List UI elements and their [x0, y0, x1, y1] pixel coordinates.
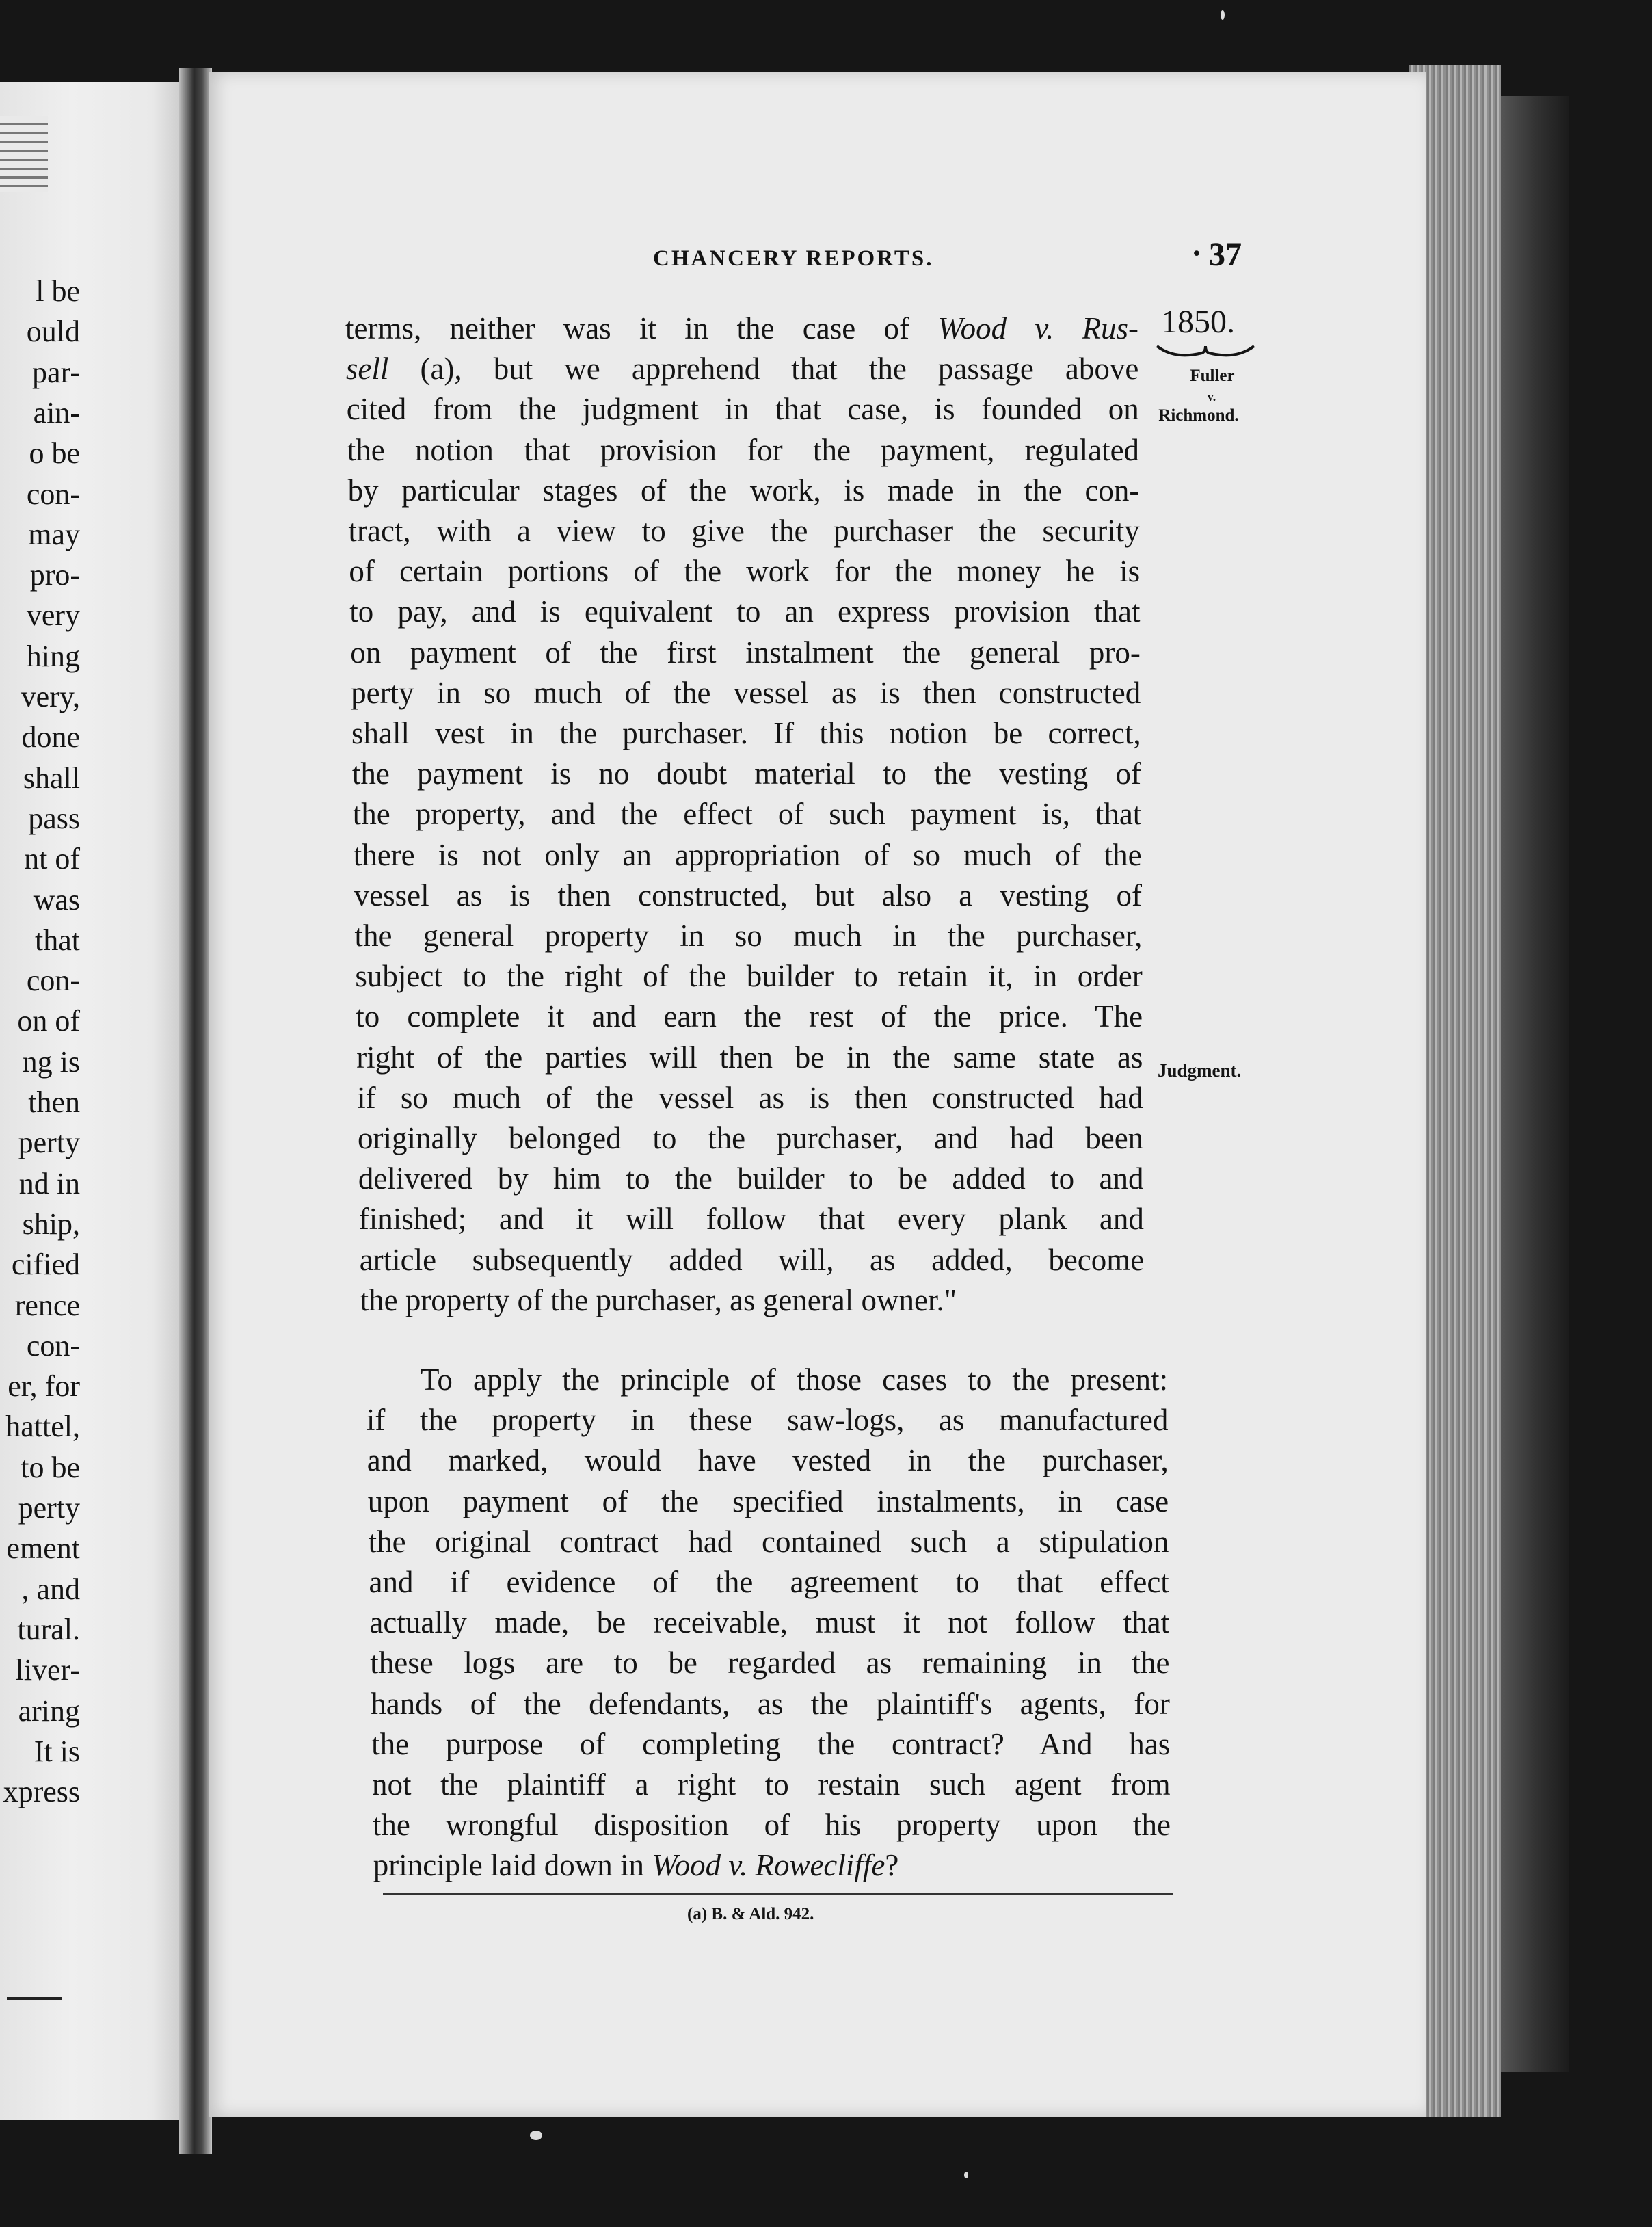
text-line — [351, 756, 1141, 791]
text-line — [351, 675, 1141, 710]
previous-page-line: er, for — [8, 1369, 80, 1404]
text-run: terms, neither was it in the case of — [345, 311, 938, 345]
text-run: actually made, be receivable, must it not follow that — [369, 1605, 1170, 1640]
text-line — [369, 1607, 1169, 1638]
text-line — [356, 1001, 1143, 1032]
previous-page-line: , and — [21, 1572, 80, 1606]
scan-speck — [530, 2131, 542, 2140]
margin-year: 1850. — [1161, 304, 1235, 340]
text-line — [358, 1123, 1143, 1154]
previous-page-rule — [7, 1997, 62, 2000]
text-run: vessel as is then constructed, but also a vesting of — [354, 878, 1143, 912]
text-run: the purpose of completing the contract? And has — [371, 1726, 1171, 1761]
previous-page-line: on of — [17, 1004, 80, 1038]
text-line — [347, 394, 1139, 425]
text-run: the general property in so much in the purchaser, — [354, 919, 1143, 953]
text-line — [354, 880, 1142, 911]
text-run: and marked, would have vested in the purchaser, — [367, 1443, 1169, 1478]
text-run: finished; and it will follow that every plank and — [358, 1202, 1144, 1237]
text-line — [421, 1362, 1168, 1397]
text-line — [358, 1163, 1144, 1194]
text-run: principle laid down in — [373, 1848, 652, 1883]
previous-page-line: l be — [36, 274, 80, 308]
text-line — [345, 313, 1138, 344]
page-edge-lines — [0, 116, 48, 192]
running-head: CHANCERY REPORTS. — [653, 246, 934, 271]
margin-brace-ornament — [1154, 342, 1257, 361]
previous-page-line: It is — [34, 1734, 80, 1768]
text-run: to complete it and earn the rest of the price. The — [356, 999, 1143, 1034]
previous-page-line: ould — [26, 315, 80, 349]
text-run: the original contract had contained such a stipulation — [368, 1524, 1169, 1559]
text-run: the property, and the effect of such payment is, that — [352, 797, 1142, 832]
text-run: ? — [885, 1848, 899, 1883]
previous-page-line: cified — [11, 1248, 80, 1282]
text-line — [350, 637, 1141, 668]
previous-page-line: hing — [26, 639, 80, 673]
text-run: to pay, and is equivalent to an express provision that — [349, 594, 1141, 629]
text-run: there is not only an appropriation of so much of the — [353, 837, 1142, 872]
text-run: To apply the principle of those cases to the present: — [421, 1362, 1168, 1397]
text-line — [371, 1686, 1170, 1721]
text-line — [349, 516, 1140, 546]
previous-page-line: ng is — [22, 1044, 80, 1079]
previous-page-line: par- — [32, 355, 80, 389]
text-run: by particular stages of the work, is made in the con- — [347, 473, 1140, 508]
text-run: article subsequently added will, as added, become — [359, 1242, 1145, 1277]
previous-page-line: shall — [23, 761, 80, 795]
text-run: subject to the right of the builder to retain it, in order — [355, 959, 1143, 994]
margin-case-party-1: Fuller — [1190, 367, 1235, 385]
text-run: if so much of the vessel as is then constructed had — [357, 1080, 1143, 1115]
margin-judgment-note: Judgment. — [1158, 1060, 1242, 1081]
footnote-rule — [383, 1893, 1173, 1895]
text-run: hands of the defendants, as the plaintiff's agents, for — [371, 1686, 1170, 1721]
text-line — [360, 1282, 957, 1317]
text-line — [371, 1726, 1171, 1761]
previous-page-line: xpress — [3, 1775, 80, 1809]
text-run: delivered by him to the builder to be added to and — [358, 1161, 1144, 1196]
text-run: (a), but we apprehend that the passage above — [388, 352, 1139, 386]
text-run: tract, with a view to give the purchaser the security — [348, 514, 1140, 548]
case-name-italic: sell — [345, 352, 389, 386]
text-line — [367, 1445, 1169, 1476]
text-line — [372, 1769, 1171, 1800]
previous-page-line: pass — [28, 801, 80, 835]
text-run: shall vest in the purchaser. If this notion be correct, — [351, 716, 1141, 750]
previous-page-line: aring — [18, 1694, 80, 1728]
text-run: these logs are to be regarded as remaining in the — [370, 1646, 1170, 1681]
text-run: the payment is no doubt material to the vesting of — [351, 756, 1141, 791]
text-line — [369, 1567, 1169, 1598]
previous-page-line: liver- — [15, 1653, 80, 1687]
previous-page-line: ement — [6, 1531, 80, 1566]
text-run: upon payment of the specified instalments, in case — [367, 1484, 1169, 1518]
previous-page-line: ship, — [22, 1207, 80, 1241]
previous-page-line: hattel, — [5, 1410, 80, 1444]
text-line — [353, 799, 1142, 830]
previous-page-line: rence — [14, 1288, 80, 1322]
text-line — [368, 1524, 1169, 1559]
text-line — [359, 1242, 1145, 1277]
book-gutter — [179, 68, 212, 2154]
text-line — [346, 354, 1138, 384]
previous-page-line: to be — [21, 1450, 80, 1484]
text-line — [367, 1405, 1168, 1436]
previous-page-line: con- — [26, 1328, 80, 1362]
text-line — [370, 1646, 1170, 1681]
previous-page-fragment — [0, 82, 179, 2120]
text-line — [351, 718, 1141, 749]
text-line — [353, 837, 1142, 872]
previous-page-line: may — [28, 517, 80, 551]
text-run: cited from the judgment in that case, is founded on — [346, 392, 1139, 427]
text-run: not the plaintiff a right to restain such agent from — [372, 1767, 1171, 1802]
scan-speck — [964, 2172, 968, 2178]
text-run: the wrongful disposition of his property upon the — [372, 1808, 1171, 1843]
footnote: (a) B. & Ald. 942. — [687, 1905, 814, 1923]
text-run: if the property in these saw-logs, as manufactured — [366, 1403, 1169, 1438]
text-run: right of the parties will then be in the same state as — [356, 1040, 1143, 1075]
previous-page-line: then — [28, 1085, 80, 1119]
previous-page-line: nd in — [18, 1166, 80, 1200]
previous-page-line: con- — [26, 477, 80, 511]
previous-page-line: that — [35, 923, 80, 957]
page-number: · 37 — [1209, 236, 1242, 274]
text-line — [349, 596, 1140, 627]
text-run: perty in so much of the vessel as is then constructed — [351, 675, 1141, 710]
previous-page-line: was — [33, 882, 80, 917]
previous-page-line: nt of — [24, 842, 80, 876]
text-line — [349, 556, 1140, 587]
previous-page-line: very, — [21, 680, 80, 713]
text-run: on payment of the first instalment the general pro- — [350, 635, 1141, 670]
previous-page-line: con- — [26, 964, 80, 998]
text-line — [368, 1486, 1169, 1517]
margin-case-party-2: Richmond. — [1158, 406, 1239, 425]
text-line — [373, 1810, 1171, 1841]
text-line — [355, 921, 1143, 951]
text-line — [355, 961, 1142, 992]
text-line — [373, 1850, 899, 1881]
text-run: the property of the purchaser, as general owner." — [360, 1282, 957, 1317]
previous-page-line: ain- — [33, 395, 80, 430]
previous-page-line: perty — [18, 1491, 80, 1525]
text-line — [359, 1204, 1144, 1235]
previous-page-line: pro- — [29, 558, 80, 592]
text-line — [348, 475, 1140, 506]
text-run: the notion that provision for the payment, regulated — [347, 432, 1140, 467]
case-name-italic: Wood v. Rowecliffe — [652, 1848, 885, 1883]
scan-speck — [1221, 10, 1225, 20]
text-run: of certain portions of the work for the money he is — [349, 554, 1141, 589]
previous-page-line: perty — [18, 1126, 80, 1160]
previous-page-line: o be — [29, 436, 80, 471]
text-run: originally belonged to the purchaser, and had been — [358, 1121, 1144, 1155]
margin-case-versus: v. — [1207, 390, 1216, 404]
book-cover-edge — [1501, 96, 1569, 2072]
previous-page-line: done — [21, 720, 80, 754]
text-run: and if evidence of the agreement to that effect — [369, 1565, 1169, 1599]
text-line — [347, 432, 1140, 467]
text-line — [356, 1042, 1143, 1073]
text-line — [357, 1080, 1143, 1115]
previous-page-line: very — [26, 598, 80, 633]
previous-page-line: tural. — [17, 1612, 80, 1646]
case-name-italic: Wood v. Rus- — [937, 311, 1139, 345]
